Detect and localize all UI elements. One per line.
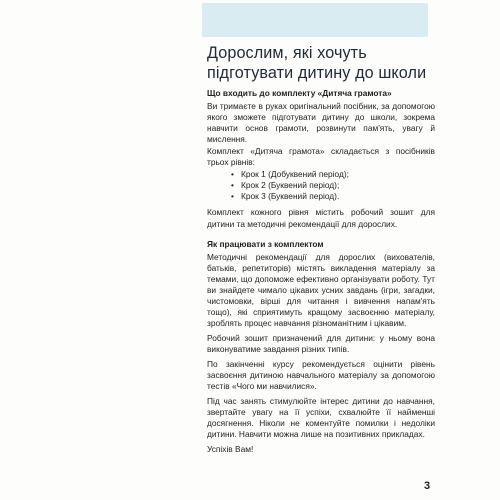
paragraph-kit-levels: Комплект «Дитяча грамота» складається з посібників трьох рівнів:	[207, 146, 435, 168]
page-number: 3	[424, 480, 431, 492]
list-item: • Крок 2 (Буквений період);	[231, 180, 435, 191]
page-content	[207, 88, 435, 455]
paragraph-intro: Ви тримаєте в руках оригінальний посібник, за допомогою якого зможете підготувати дитину до школи, зокрема навчити основ грамоти, розвинути пам'ять, увагу й мислення.	[207, 101, 435, 145]
section-heading-how-to-work: Як працювати з комплектом	[207, 238, 324, 249]
page-title: Дорослим, які хочуть підготувати дитину до школи	[207, 44, 427, 82]
paragraph-assessment: По закінченні курсу рекомендується оцінити рівень засвоєння дитиною навчального матеріалу за допомогою тестів «Чого ми навчилися».	[207, 359, 435, 392]
paragraph-methodical-recommendations: Методичні рекомендації для дорослих (вихователів, батьків, репетиторів) містять викладення матеріалу за темами, що допоможе ефективно організувати роботу. Тут ви знайдете чимало цікавих усних завдань (ігри, загадки, чистомовки, вірші для читання і вивчення напам'ять тощо), які сприятимуть кращому засвоєнню матеріалу, зроблять процес навчання різноманітним і цікавим.	[207, 251, 435, 328]
paragraph-workbook: Робочий зошит призначений для дитини: у ньому вона виконуватиме завдання різних типів.	[207, 332, 435, 354]
paragraph-kit-composition: Комплект кожного рівня містить робочий зошит для дитини та методичні рекомендації для дорослих.	[207, 207, 435, 229]
list-item: • Крок 3 (Буквений період).	[231, 191, 435, 202]
signoff-text: Успіхів Вам!	[207, 444, 254, 455]
levels-list	[207, 169, 435, 202]
list-item: • Крок 1 (Добуквений період);	[231, 169, 435, 180]
paragraph-encouragement: Під час занять стимулюйте інтерес дитини до навчання, звертайте увагу на її успіхи, схвалюйте її найменші досягнення. Ніколи не коментуйте помилки і недоліки дитини. Навчити можна лише на позитивних прикладах.	[207, 396, 435, 440]
header-color-band	[202, 3, 428, 37]
section-heading-kit-contents: Що входить до комплекту «Дитяча грамота»	[207, 88, 392, 98]
